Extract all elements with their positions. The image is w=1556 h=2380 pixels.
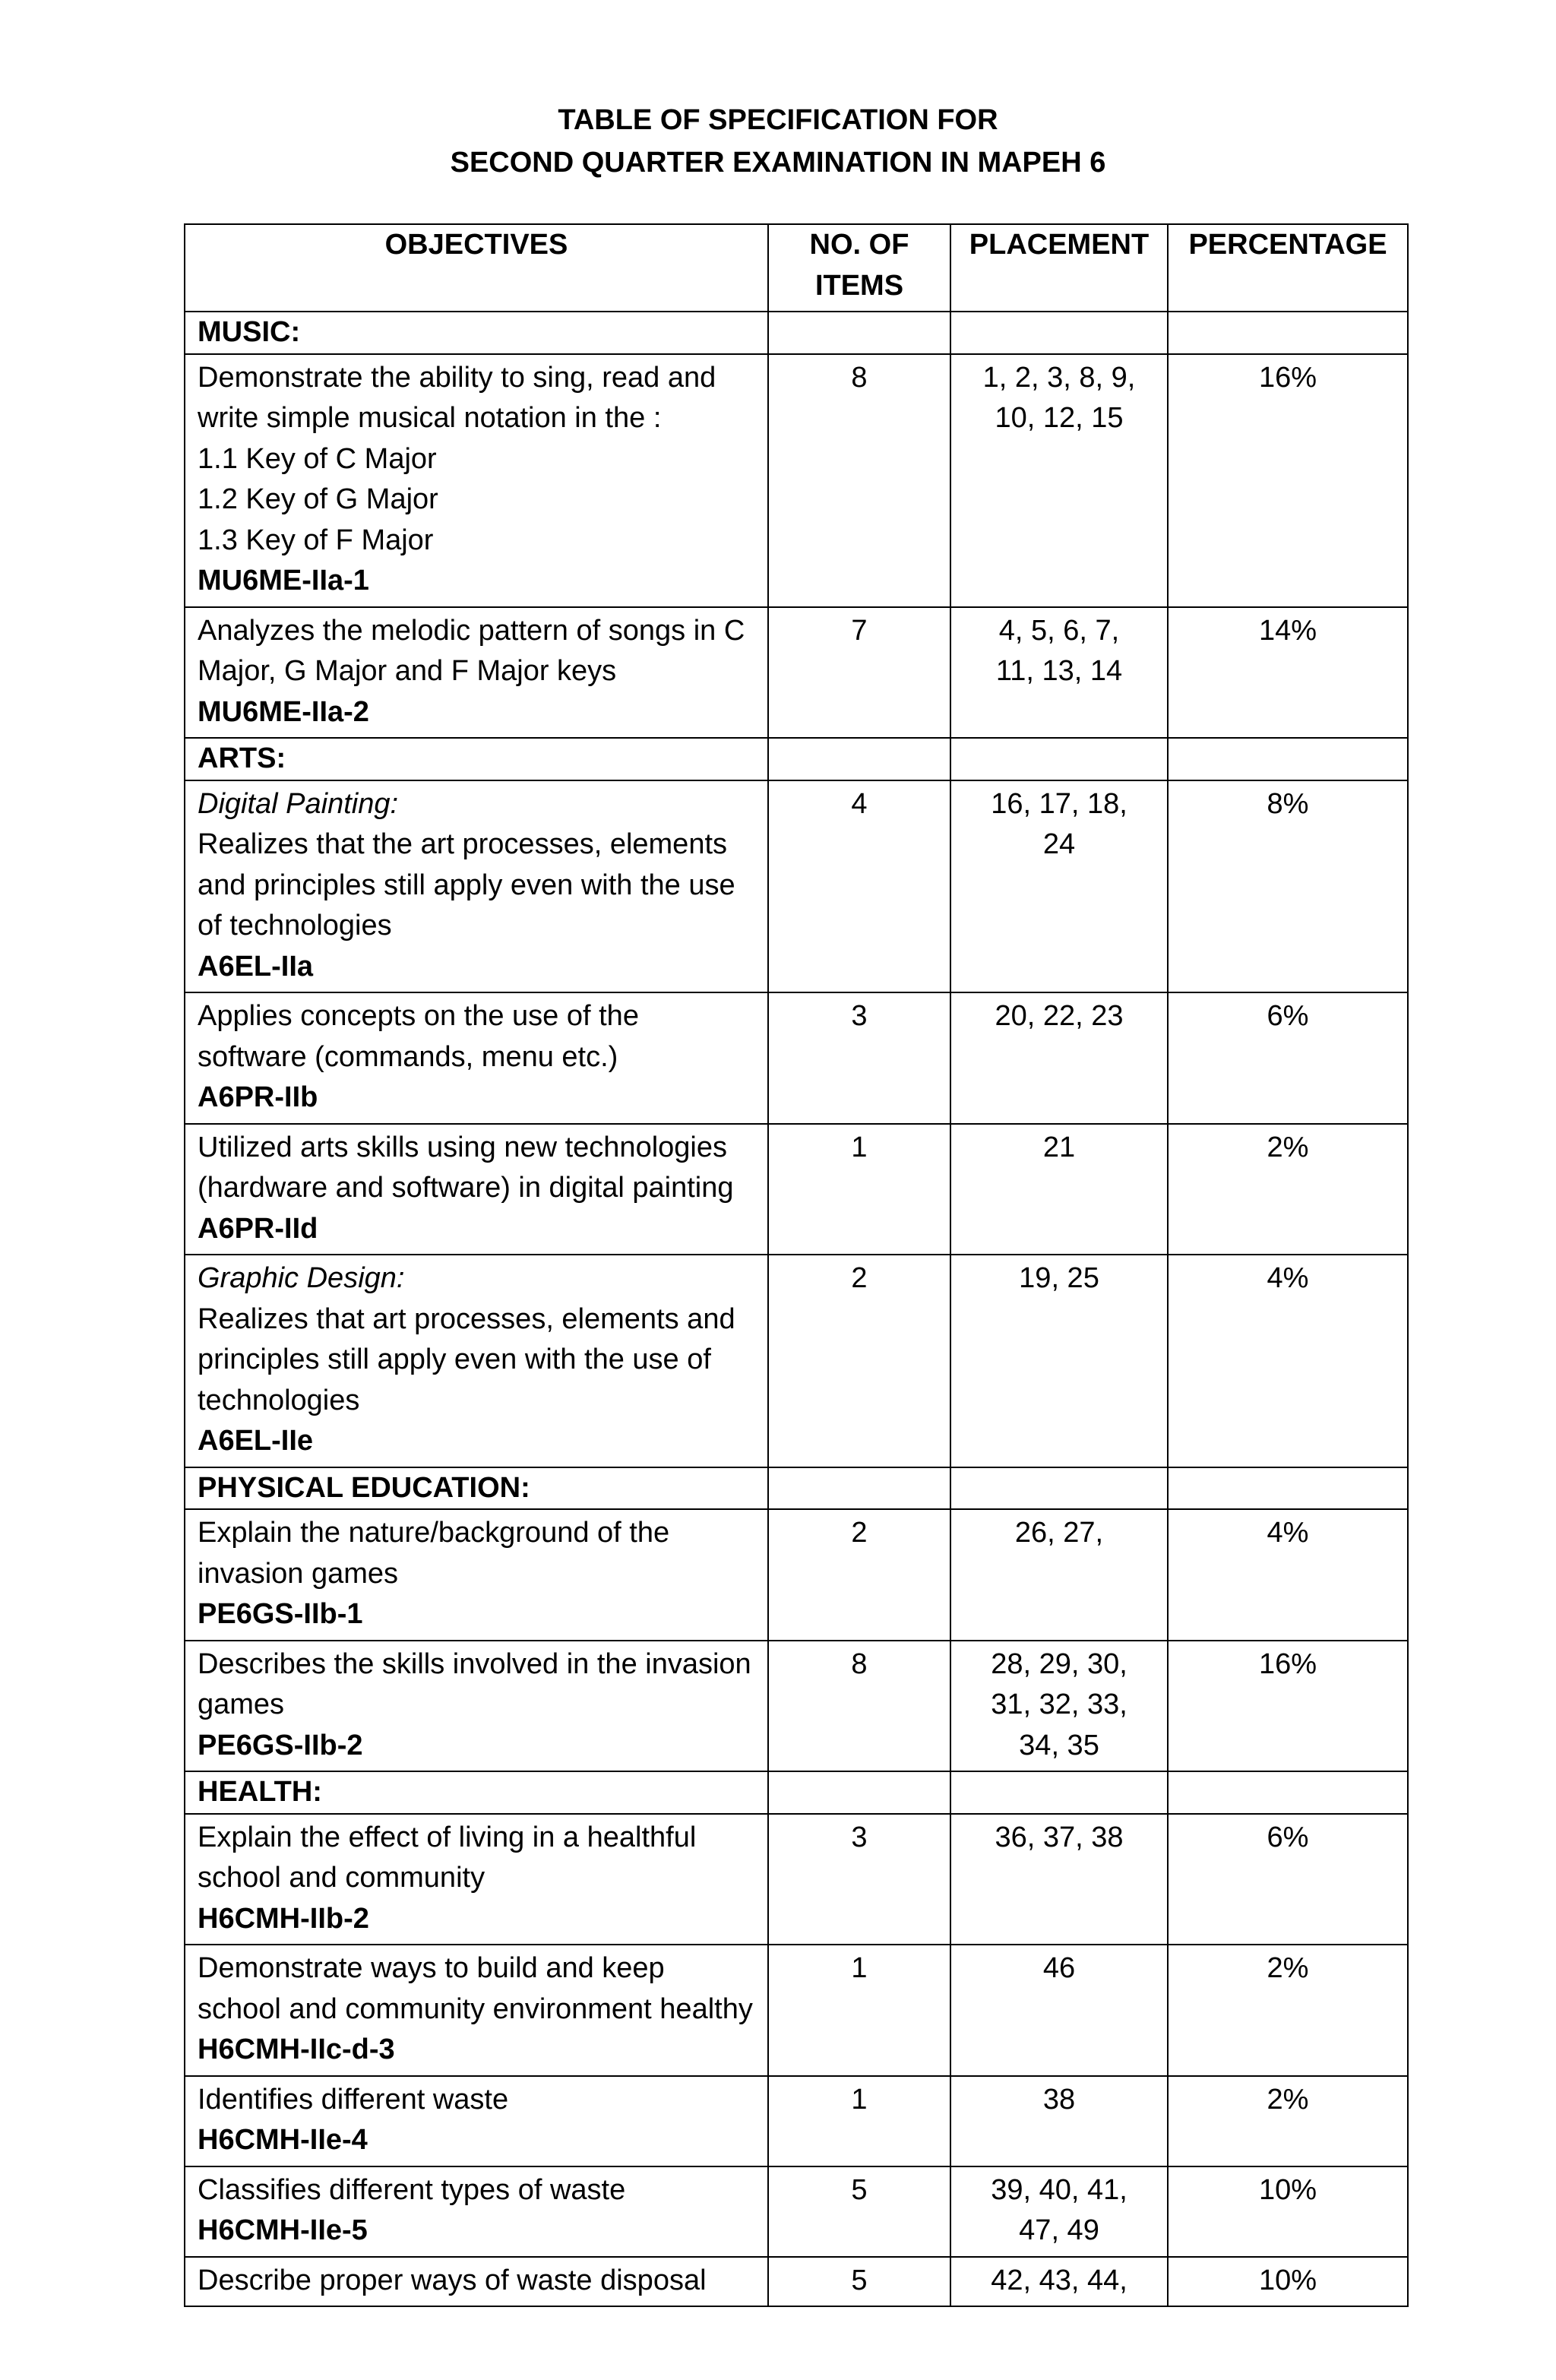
objective-text: 1.3 Key of F Major xyxy=(198,524,434,556)
items-cell: 7 xyxy=(768,607,950,739)
percentage-cell: 16% xyxy=(1168,1641,1408,1772)
section-heading: MUSIC: xyxy=(185,312,768,354)
items-cell: 8 xyxy=(768,354,950,607)
competency-code: PE6GS-IIb-2 xyxy=(198,1729,363,1761)
table-row xyxy=(185,1945,1408,2076)
placement-cell: 46 xyxy=(950,1945,1168,2076)
items-cell: 1 xyxy=(768,1945,950,2076)
items-cell: 4 xyxy=(768,780,950,993)
percentage-cell: 2% xyxy=(1168,2076,1408,2166)
objective-text: Explain the effect of living in a healthful school and community xyxy=(198,1821,697,1894)
objective-cell xyxy=(185,2166,768,2257)
empty-cell xyxy=(950,312,1168,354)
table-row xyxy=(185,607,1408,739)
objective-text: Demonstrate ways to build and keep school and community environment healthy xyxy=(198,1952,753,2025)
section-heading: HEALTH: xyxy=(185,1771,768,1814)
specification-table xyxy=(184,223,1409,2307)
title-line-2: SECOND QUARTER EXAMINATION IN MAPEH 6 xyxy=(450,147,1106,179)
objective-cell xyxy=(185,354,768,607)
items-cell: 3 xyxy=(768,992,950,1124)
percentage-cell: 10% xyxy=(1168,2166,1408,2257)
objective-text: Describes the skills involved in the invasion games xyxy=(198,1647,751,1720)
items-cell: 8 xyxy=(768,1641,950,1772)
placement-cell: 1, 2, 3, 8, 9, 10, 12, 15 xyxy=(950,354,1168,607)
objective-text: Classifies different types of waste xyxy=(198,2173,626,2206)
empty-cell xyxy=(950,1467,1168,1510)
competency-code: A6PR-IIb xyxy=(198,1081,318,1113)
competency-code: H6CMH-IIe-5 xyxy=(198,2214,368,2246)
placement-cell: 28, 29, 30, 31, 32, 33, 34, 35 xyxy=(950,1641,1168,1772)
objective-text: 1.2 Key of G Major xyxy=(198,483,438,515)
table-row xyxy=(185,1641,1408,1772)
empty-cell xyxy=(768,1771,950,1814)
placement-cell: 26, 27, xyxy=(950,1509,1168,1641)
objective-cell xyxy=(185,992,768,1124)
empty-cell xyxy=(768,312,950,354)
placement-cell: 42, 43, 44, xyxy=(950,2257,1168,2307)
objective-cell xyxy=(185,2076,768,2166)
empty-cell xyxy=(768,738,950,780)
placement-cell: 20, 22, 23 xyxy=(950,992,1168,1124)
placement-cell: 19, 25 xyxy=(950,1255,1168,1467)
items-cell: 2 xyxy=(768,1255,950,1467)
table-row xyxy=(185,992,1408,1124)
competency-code: H6CMH-IIe-4 xyxy=(198,2124,368,2156)
competency-code: A6EL-IIa xyxy=(198,950,314,983)
objective-text: Realizes that the art processes, elements and principles still apply even with the use of technologies xyxy=(198,828,735,942)
objective-cell xyxy=(185,1255,768,1467)
empty-cell xyxy=(1168,1771,1408,1814)
objective-text: Demonstrate the ability to sing, read and write simple musical notation in the : xyxy=(198,361,716,434)
section-heading: ARTS: xyxy=(185,738,768,780)
percentage-cell: 4% xyxy=(1168,1255,1408,1467)
percentage-cell: 6% xyxy=(1168,1814,1408,1945)
table-row xyxy=(185,354,1408,607)
section-row xyxy=(185,312,1408,354)
objective-cell xyxy=(185,1641,768,1772)
objective-text: Identifies different waste xyxy=(198,2083,509,2116)
empty-cell xyxy=(1168,738,1408,780)
objective-cell xyxy=(185,1509,768,1641)
objective-cell xyxy=(185,780,768,993)
section-row xyxy=(185,738,1408,780)
placement-cell: 4, 5, 6, 7, 11, 13, 14 xyxy=(950,607,1168,739)
objective-text: Describe proper ways of waste disposal xyxy=(198,2264,707,2296)
table-row xyxy=(185,1255,1408,1467)
objective-text: Applies concepts on the use of the software (commands, menu etc.) xyxy=(198,1000,639,1073)
items-cell: 1 xyxy=(768,2076,950,2166)
placement-cell: 21 xyxy=(950,1124,1168,1255)
competency-code: MU6ME-IIa-1 xyxy=(198,565,369,597)
competency-code: A6EL-IIe xyxy=(198,1425,314,1457)
placement-cell: 36, 37, 38 xyxy=(950,1814,1168,1945)
objective-text: Utilized arts skills using new technologies (hardware and software) in digital painting xyxy=(198,1131,734,1204)
placement-cell: 39, 40, 41, 47, 49 xyxy=(950,2166,1168,2257)
competency-code: PE6GS-IIb-1 xyxy=(198,1598,363,1630)
objective-text: Analyzes the melodic pattern of songs in C Major, G Major and F Major keys xyxy=(198,614,745,687)
table-row xyxy=(185,780,1408,993)
percentage-cell: 6% xyxy=(1168,992,1408,1124)
header-placement: PLACEMENT xyxy=(950,224,1168,312)
table-row xyxy=(185,1124,1408,1255)
objective-subtitle: Digital Painting: xyxy=(198,787,399,820)
percentage-cell: 14% xyxy=(1168,607,1408,739)
percentage-cell: 10% xyxy=(1168,2257,1408,2307)
objective-cell xyxy=(185,607,768,739)
items-cell: 5 xyxy=(768,2257,950,2307)
percentage-cell: 4% xyxy=(1168,1509,1408,1641)
percentage-cell: 2% xyxy=(1168,1124,1408,1255)
objective-cell xyxy=(185,1124,768,1255)
table-row xyxy=(185,2257,1408,2307)
header-percentage: PERCENTAGE xyxy=(1168,224,1408,312)
placement-cell: 38 xyxy=(950,2076,1168,2166)
objective-text: 1.1 Key of C Major xyxy=(198,442,437,475)
items-cell: 3 xyxy=(768,1814,950,1945)
percentage-cell: 16% xyxy=(1168,354,1408,607)
objective-text: Realizes that art processes, elements and principles still apply even with the use of technologies xyxy=(198,1302,735,1416)
header-objectives: OBJECTIVES xyxy=(185,224,768,312)
table-row xyxy=(185,1509,1408,1641)
table-row xyxy=(185,2166,1408,2257)
items-cell: 2 xyxy=(768,1509,950,1641)
table-row xyxy=(185,2076,1408,2166)
document-title xyxy=(0,99,1556,184)
table-header-row xyxy=(185,224,1408,312)
table-row xyxy=(185,1814,1408,1945)
title-line-1: TABLE OF SPECIFICATION FOR xyxy=(558,104,998,136)
competency-code: A6PR-IId xyxy=(198,1212,318,1245)
items-cell: 1 xyxy=(768,1124,950,1255)
section-row xyxy=(185,1771,1408,1814)
objective-cell xyxy=(185,1814,768,1945)
header-no-of-items: NO. OF ITEMS xyxy=(768,224,950,312)
empty-cell xyxy=(1168,312,1408,354)
competency-code: H6CMH-IIc-d-3 xyxy=(198,2033,395,2065)
table-body xyxy=(185,312,1408,2306)
items-cell: 5 xyxy=(768,2166,950,2257)
competency-code: H6CMH-IIb-2 xyxy=(198,1902,369,1935)
objective-cell xyxy=(185,2257,768,2307)
empty-cell xyxy=(950,738,1168,780)
percentage-cell: 8% xyxy=(1168,780,1408,993)
objective-subtitle: Graphic Design: xyxy=(198,1262,405,1294)
objective-cell xyxy=(185,1945,768,2076)
objective-text: Explain the nature/background of the invasion games xyxy=(198,1517,670,1590)
section-heading: PHYSICAL EDUCATION: xyxy=(185,1467,768,1510)
placement-cell: 16, 17, 18, 24 xyxy=(950,780,1168,993)
empty-cell xyxy=(950,1771,1168,1814)
empty-cell xyxy=(768,1467,950,1510)
empty-cell xyxy=(1168,1467,1408,1510)
percentage-cell: 2% xyxy=(1168,1945,1408,2076)
competency-code: MU6ME-IIa-2 xyxy=(198,695,369,728)
section-row xyxy=(185,1467,1408,1510)
